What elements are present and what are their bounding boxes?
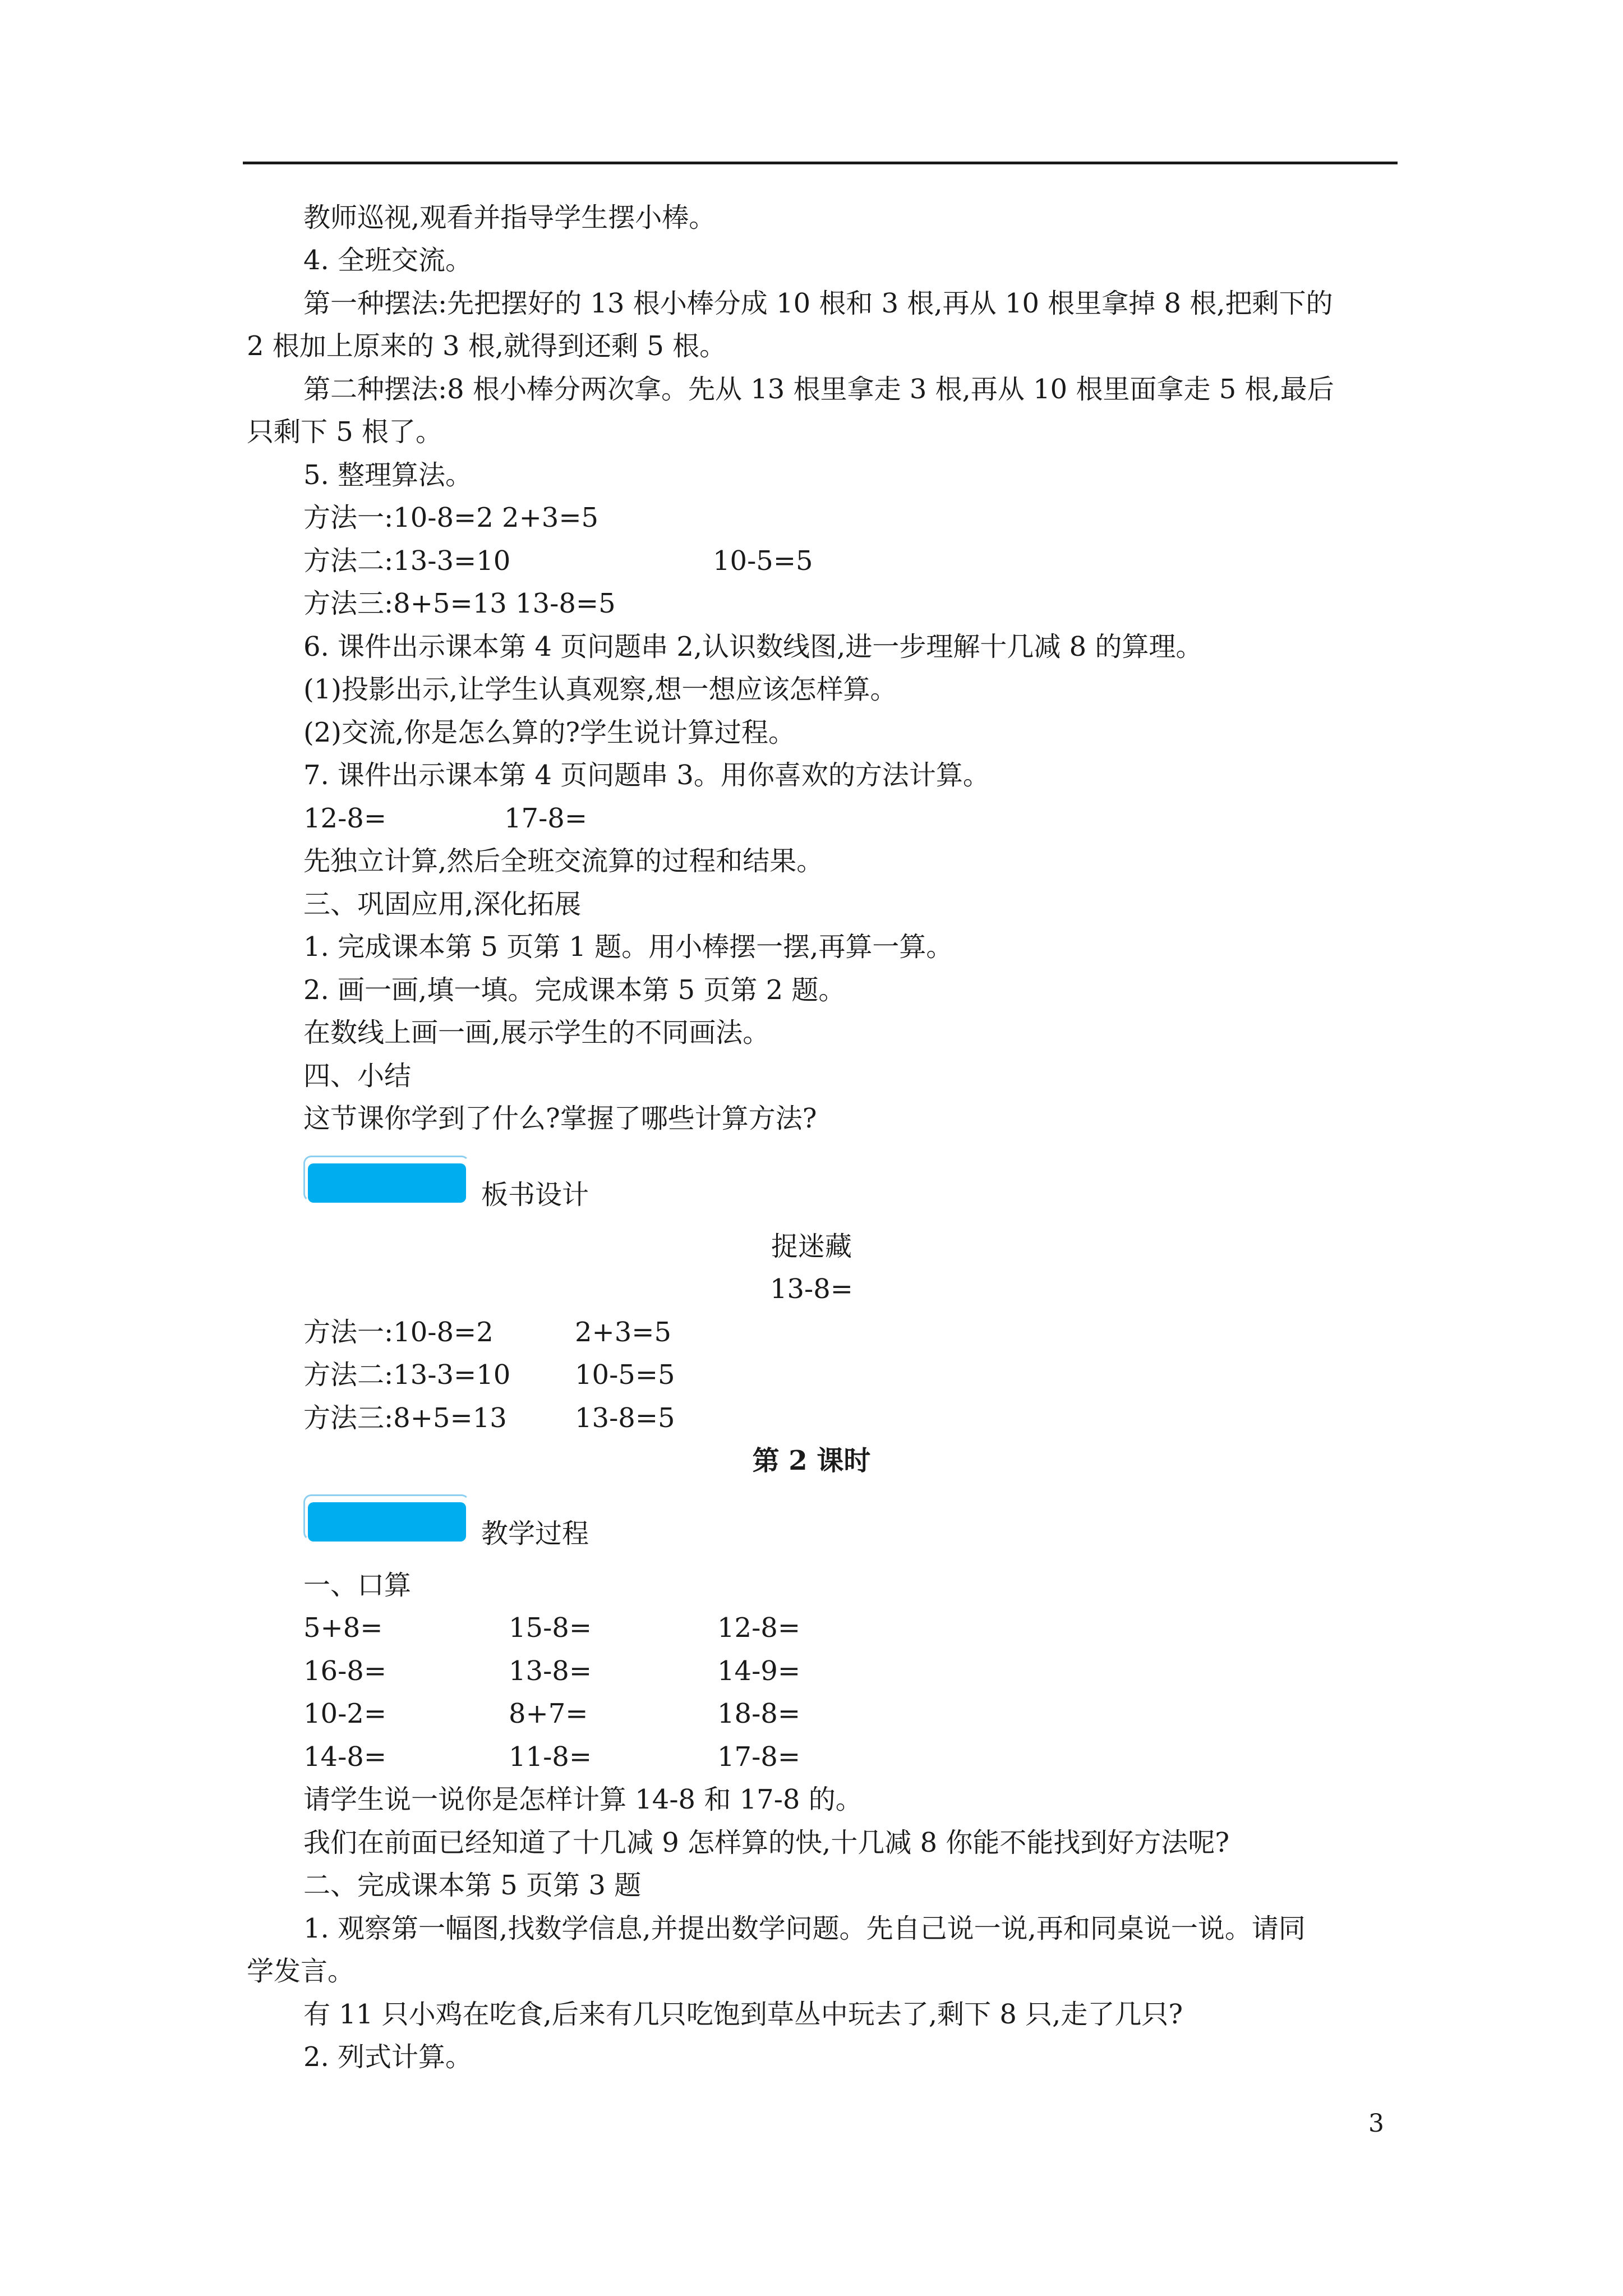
method-line: 方法一:10-8=2 2+3=5 xyxy=(303,502,599,533)
oral-row xyxy=(303,1740,800,1774)
oral-item: 18-8= xyxy=(717,1698,801,1729)
section-heading: 二、完成课本第 5 页第 3 题 xyxy=(303,1870,642,1901)
board-method-line xyxy=(303,1358,675,1392)
para-line: 2 根加上原来的 3 根,就得到还剩 5 根。 xyxy=(247,330,727,362)
step-heading: 5. 整理算法。 xyxy=(303,459,473,491)
oral-item: 5+8= xyxy=(303,1612,383,1644)
board-method-line xyxy=(303,1401,675,1435)
para-line: 先独立计算,然后全班交流算的过程和结果。 xyxy=(303,845,824,877)
step-heading: 2. 画一画,填一填。完成课本第 5 页第 2 题。 xyxy=(303,974,846,1006)
para-line: 第二种摆法:8 根小棒分两次拿。先从 13 根里拿走 3 根,再从 10 根里面拿走 5 根,最后 xyxy=(303,374,1334,405)
para-line: 学发言。 xyxy=(247,1955,355,1987)
step-heading: 4. 全班交流。 xyxy=(303,245,473,276)
board-title: 捉迷藏 xyxy=(771,1231,852,1262)
oral-item: 15-8= xyxy=(509,1612,592,1644)
para-line: 第一种摆法:先把摆好的 13 根小棒分成 10 根和 3 根,再从 10 根里拿掉 8 根,把剩下的 xyxy=(303,288,1333,319)
oral-row xyxy=(303,1697,800,1731)
para-line: (1)投影出示,让学生认真观察,想一想应该怎样算。 xyxy=(303,674,897,705)
oral-item: 17-8= xyxy=(717,1741,801,1773)
method-line: 方法三:8+5=13 13-8=5 xyxy=(303,588,616,619)
board-expression: 13-8= xyxy=(769,1273,854,1305)
board-method-a: 方法二:13-3=10 xyxy=(303,1359,511,1391)
oral-item: 16-8= xyxy=(303,1655,387,1687)
board-method-line xyxy=(303,1315,671,1349)
oral-item: 11-8= xyxy=(509,1741,592,1773)
step-heading: 6. 课件出示课本第 4 页问题串 2,认识数线图,进一步理解十几减 8 的算理。 xyxy=(303,631,1203,662)
oral-item: 13-8= xyxy=(509,1655,592,1687)
oral-item: 14-8= xyxy=(303,1741,387,1773)
para-line: (2)交流,你是怎么算的?学生说计算过程。 xyxy=(303,717,795,748)
lesson-title: 第 2 课时 xyxy=(752,1445,871,1476)
para-line: 有 11 只小鸡在吃食,后来有几只吃饱到草丛中玩去了,剩下 8 只,走了几只? xyxy=(303,1999,1183,2030)
step-heading: 7. 课件出示课本第 4 页问题串 3。用你喜欢的方法计算。 xyxy=(303,760,990,791)
header-rule xyxy=(243,162,1398,164)
board-method-b: 2+3=5 xyxy=(575,1317,672,1348)
para-line: 我们在前面已经知道了十几减 9 怎样算的快,十几减 8 你能不能找到好方法呢? xyxy=(303,1827,1230,1858)
board-method-a: 方法一:10-8=2 xyxy=(303,1317,494,1348)
oral-row xyxy=(303,1654,800,1688)
calc-line xyxy=(303,802,587,835)
section-heading: 一、口算 xyxy=(303,1570,412,1601)
section-heading: 四、小结 xyxy=(303,1060,412,1092)
para-line: 在数线上画一画,展示学生的不同画法。 xyxy=(303,1017,770,1048)
board-method-a: 方法三:8+5=13 xyxy=(303,1402,507,1434)
page-number: 3 xyxy=(1368,2109,1384,2138)
method-expr-b: 10-5=5 xyxy=(713,545,813,577)
step-heading: 2. 列式计算。 xyxy=(303,2041,473,2073)
board-method-b: 13-8=5 xyxy=(575,1402,675,1434)
calc-a: 12-8= xyxy=(303,803,387,834)
para-line: 教师巡视,观看并指导学生摆小棒。 xyxy=(303,202,716,233)
section-heading: 三、巩固应用,深化拓展 xyxy=(303,889,582,920)
oral-item: 8+7= xyxy=(509,1698,588,1729)
method-line xyxy=(303,544,813,578)
board-method-b: 10-5=5 xyxy=(575,1359,675,1391)
method-expr-a: 方法二:13-3=10 xyxy=(303,545,511,577)
section-badge xyxy=(303,1156,472,1203)
calc-b: 17-8= xyxy=(504,803,588,834)
oral-item: 14-9= xyxy=(717,1655,801,1687)
oral-item: 12-8= xyxy=(717,1612,801,1644)
board-heading: 板书设计 xyxy=(481,1179,589,1211)
oral-row xyxy=(303,1611,800,1645)
para-line: 只剩下 5 根了。 xyxy=(247,416,443,448)
step-heading: 1. 观察第一幅图,找数学信息,并提出数学问题。先自己说一说,再和同桌说一说。请同 xyxy=(303,1913,1306,1944)
section-badge xyxy=(303,1494,472,1542)
step-heading: 1. 完成课本第 5 页第 1 题。用小棒摆一摆,再算一算。 xyxy=(303,931,953,963)
para-line: 请学生说一说你是怎样计算 14-8 和 17-8 的。 xyxy=(303,1784,863,1815)
process-heading: 教学过程 xyxy=(481,1518,589,1549)
oral-item: 10-2= xyxy=(303,1698,387,1729)
para-line: 这节课你学到了什么?掌握了哪些计算方法? xyxy=(303,1103,817,1134)
